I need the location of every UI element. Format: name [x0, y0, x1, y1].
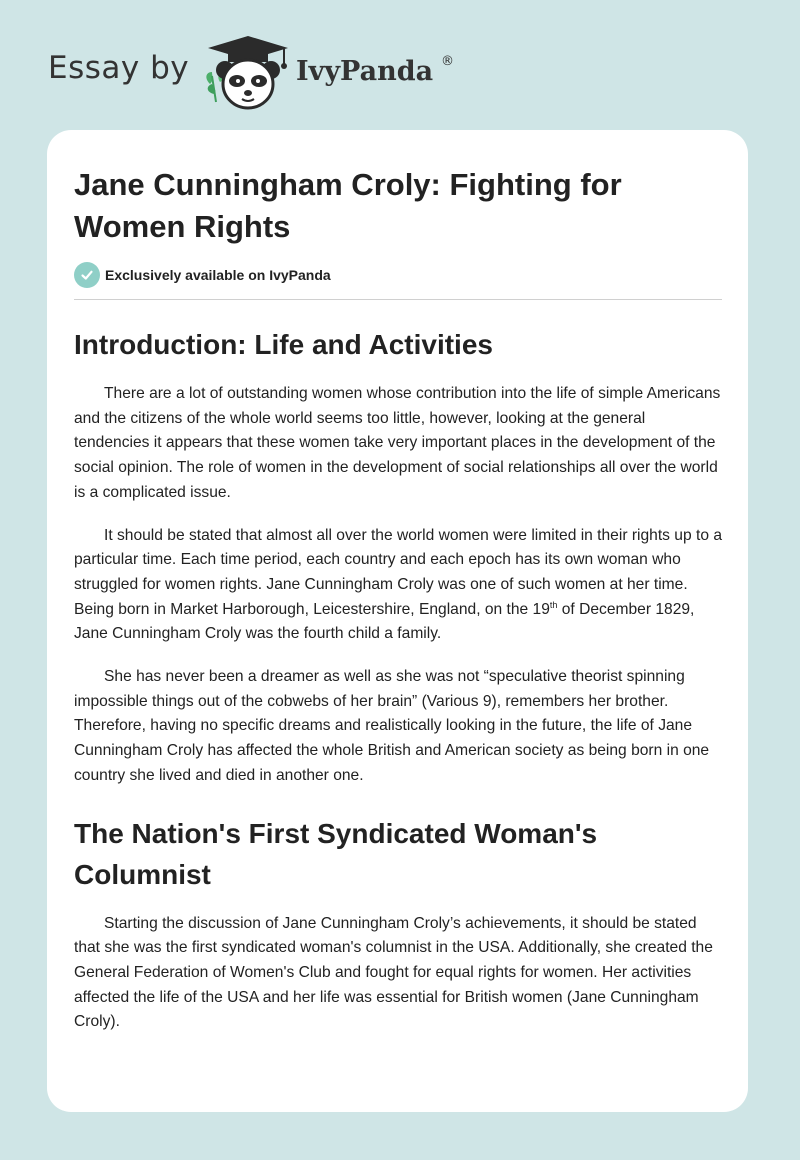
essay-content — [74, 164, 722, 1035]
section-heading: The Nation's First Syndicated Woman's Columnist — [74, 817, 598, 890]
section-heading: Introduction: Life and Activities — [74, 329, 493, 360]
panda-logo-icon[interactable] — [200, 32, 296, 112]
ordinal-suffix: th — [549, 599, 558, 610]
brand-prefix: Essay by — [48, 50, 190, 86]
essay-title: Jane Cunningham Croly: Fighting for Women Rights — [74, 167, 622, 244]
essay-card — [47, 130, 748, 1112]
site-header — [0, 0, 800, 130]
check-circle-icon — [74, 262, 100, 288]
exclusive-badge — [74, 261, 722, 289]
paragraph — [74, 524, 722, 648]
registered-mark: ® — [441, 54, 454, 69]
paragraph: Starting the discussion of Jane Cunningham Croly’s achievements, it should be stated that she was the first syndicated woman's columnist in the USA. Additionally, she created the General Federation of Women's Club and fought for equal rights for women. Her activities affected the life of the USA and her life was essential for British women (Jane Cunningham Croly). — [74, 914, 713, 1031]
divider — [74, 299, 722, 300]
paragraph: She has never been a dreamer as well as she was not “speculative theorist spinning impossible things out of the cobwebs of her brain” (Various 9), remembers her brother. Therefore, having no specific dreams and realistically looking in the future, the life of Jane Cunningham Croly has affected the whole British and American society as being born in one country she lived and died in another one. — [74, 668, 710, 784]
paragraph-text: of December 1829, Jane Cunningham Croly was the fourth child a family. — [74, 600, 695, 643]
badge-text: Exclusively available on IvyPanda — [105, 267, 331, 283]
paragraph: There are a lot of outstanding women whose contribution into the life of simple Americans and the citizens of the whole world seems too little, however, looking at the general tendencies it appears that these women take very important places in the development of the social opinion. The role of women in the development of social relationships all over the world is a complicated issue. — [74, 385, 721, 501]
paragraph-text: It should be stated that almost all over the world women were limited in their rights up to a particular time. Each time period, each country and each epoch has its own woman who struggled for women rights. Jane Cunningham Croly was one of such women at her time. Being born in Market Harborough, Leicestershire, England, on the 19 — [74, 526, 722, 618]
brand-name[interactable]: IvyPanda — [296, 56, 434, 87]
